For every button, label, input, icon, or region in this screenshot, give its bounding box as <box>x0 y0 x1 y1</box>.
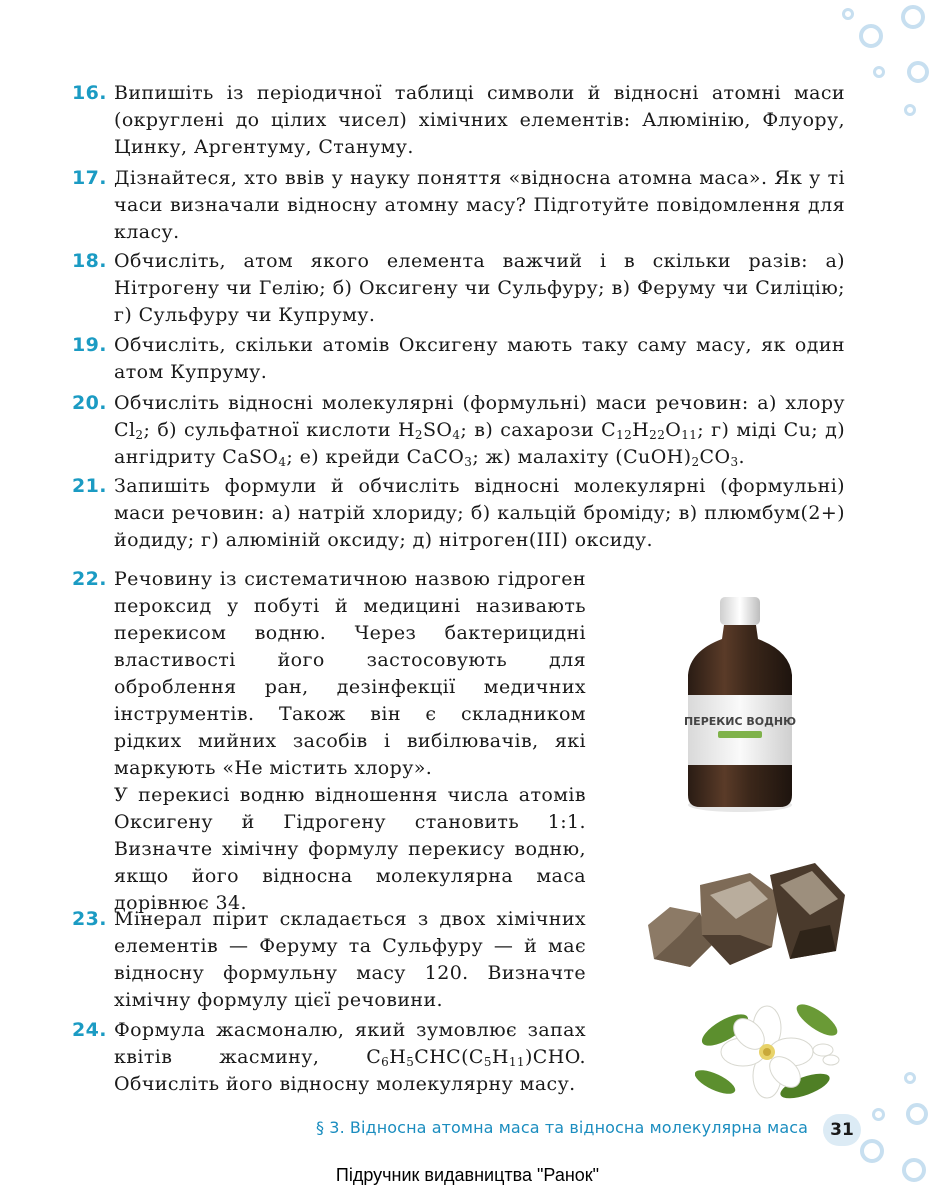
task-text: Речовину із систематичною назвою гідроген пероксид у побуті й медицині називають перекисом водню. Через бактерицидні властивості його застосовують для оброблення ран, дезінфекції медичних інструментів. Також він є складником рідких мийних засобів і вибілювачів, які маркують «Не містить хлору». <box>114 568 586 779</box>
section-footer: § 3. Відносна атомна маса та відносна молекулярна маса <box>316 1118 809 1137</box>
task-number: 18. <box>72 250 107 272</box>
task-text: Мінерал пірит складається з двох хімічних елементів — Феруму та Сульфуру — й має відносну формульну масу 120. Визначте хімічну формулу цієї речовини. <box>114 908 586 1011</box>
task-number: 16. <box>72 82 107 104</box>
task-text: Випишіть із періодичної таблиці символи й відносні атомні маси (округлені до цілих чисел) хімічних елементів: Алюмінію, Флуору, Цинку, Аргентуму, Стануму. <box>114 82 845 158</box>
bottle-label: ПЕРЕКИС ВОДНЮ <box>683 715 797 728</box>
task-21 <box>72 473 845 554</box>
task-text: Обчисліть, скільки атомів Оксигену мають таку саму масу, як один атом Купруму. <box>114 334 845 383</box>
task-text: Формула жасмоналю, який зумовлює запах квітів жасмину, $C_6H_5CHC(C_5H_{11})CHO$. Обчисліть його відносну молекулярну масу. <box>114 1019 586 1095</box>
jasmine-flower-image <box>695 990 845 1115</box>
decor-dot <box>859 24 883 48</box>
task-text: Обчисліть, атом якого елемента важчий і в скільки разів: а) Нітрогену чи Гелію; б) Оксигену чи Сульфуру; в) Феруму чи Силіцію; г) Сульфуру чи Купруму. <box>114 250 845 326</box>
task-23 <box>72 906 586 1014</box>
task-number: 23. <box>72 908 107 930</box>
decor-dot <box>904 104 916 116</box>
task-number: 17. <box>72 167 107 189</box>
decor-dot <box>906 1103 928 1125</box>
decor-dot <box>842 8 854 20</box>
task-text: Запишіть формули й обчисліть відносні молекулярні (формульні) маси речовин: а) натрій хлориду; б) кальцій броміду; в) плюмбум(2+) йодиду; г) алюміній оксиду; д) нітроген(III) оксиду. <box>114 475 845 551</box>
task-number: 21. <box>72 475 107 497</box>
task-22 <box>72 566 586 917</box>
decor-dot <box>860 1139 884 1163</box>
task-19 <box>72 332 845 386</box>
decor-dot <box>904 1072 916 1084</box>
task-number: 20. <box>72 392 107 414</box>
task-number: 24. <box>72 1019 107 1041</box>
task-18 <box>72 248 845 329</box>
pyrite-mineral-image <box>640 855 850 985</box>
decor-dot <box>907 61 929 83</box>
publisher-note: Підручник видавництва "Ранок" <box>335 1165 600 1185</box>
task-text-continued: У перекисі водню відношення числа атомів Оксигену й Гідрогену становить 1:1. Визначте хімічну формулу перекису водню, якщо його відносна молекулярна маса дорівнює 34. <box>114 784 586 914</box>
task-17 <box>72 165 845 246</box>
decor-dot <box>872 1108 885 1121</box>
decor-dot <box>873 66 885 78</box>
task-text: Обчисліть відносні молекулярні (формульні) маси речовин: а) хлору $Cl_2$; б) сульфатної кислоти $H_2SO_4$; в) сахарози $C_{12}H_{22}O_{11}$; г) міді Cu; д) ангідриту CaSO$_4$; е) крейди CaCO$_3$; ж) малахіту $(CuOH)_2CO_3$. <box>114 392 846 469</box>
task-24 <box>72 1017 586 1098</box>
task-number: 22. <box>72 568 107 590</box>
decor-dot <box>901 5 925 29</box>
task-20 <box>72 390 845 471</box>
task-number: 19. <box>72 334 107 356</box>
hydrogen-peroxide-bottle-image <box>680 595 800 815</box>
task-16 <box>72 80 845 161</box>
task-text: Дізнайтеся, хто ввів у науку поняття «відносна атомна маса». Як у ті часи визначали відносну атомну масу? Підготуйте повідомлення для класу. <box>114 167 845 243</box>
page-number: 31 <box>823 1114 861 1146</box>
